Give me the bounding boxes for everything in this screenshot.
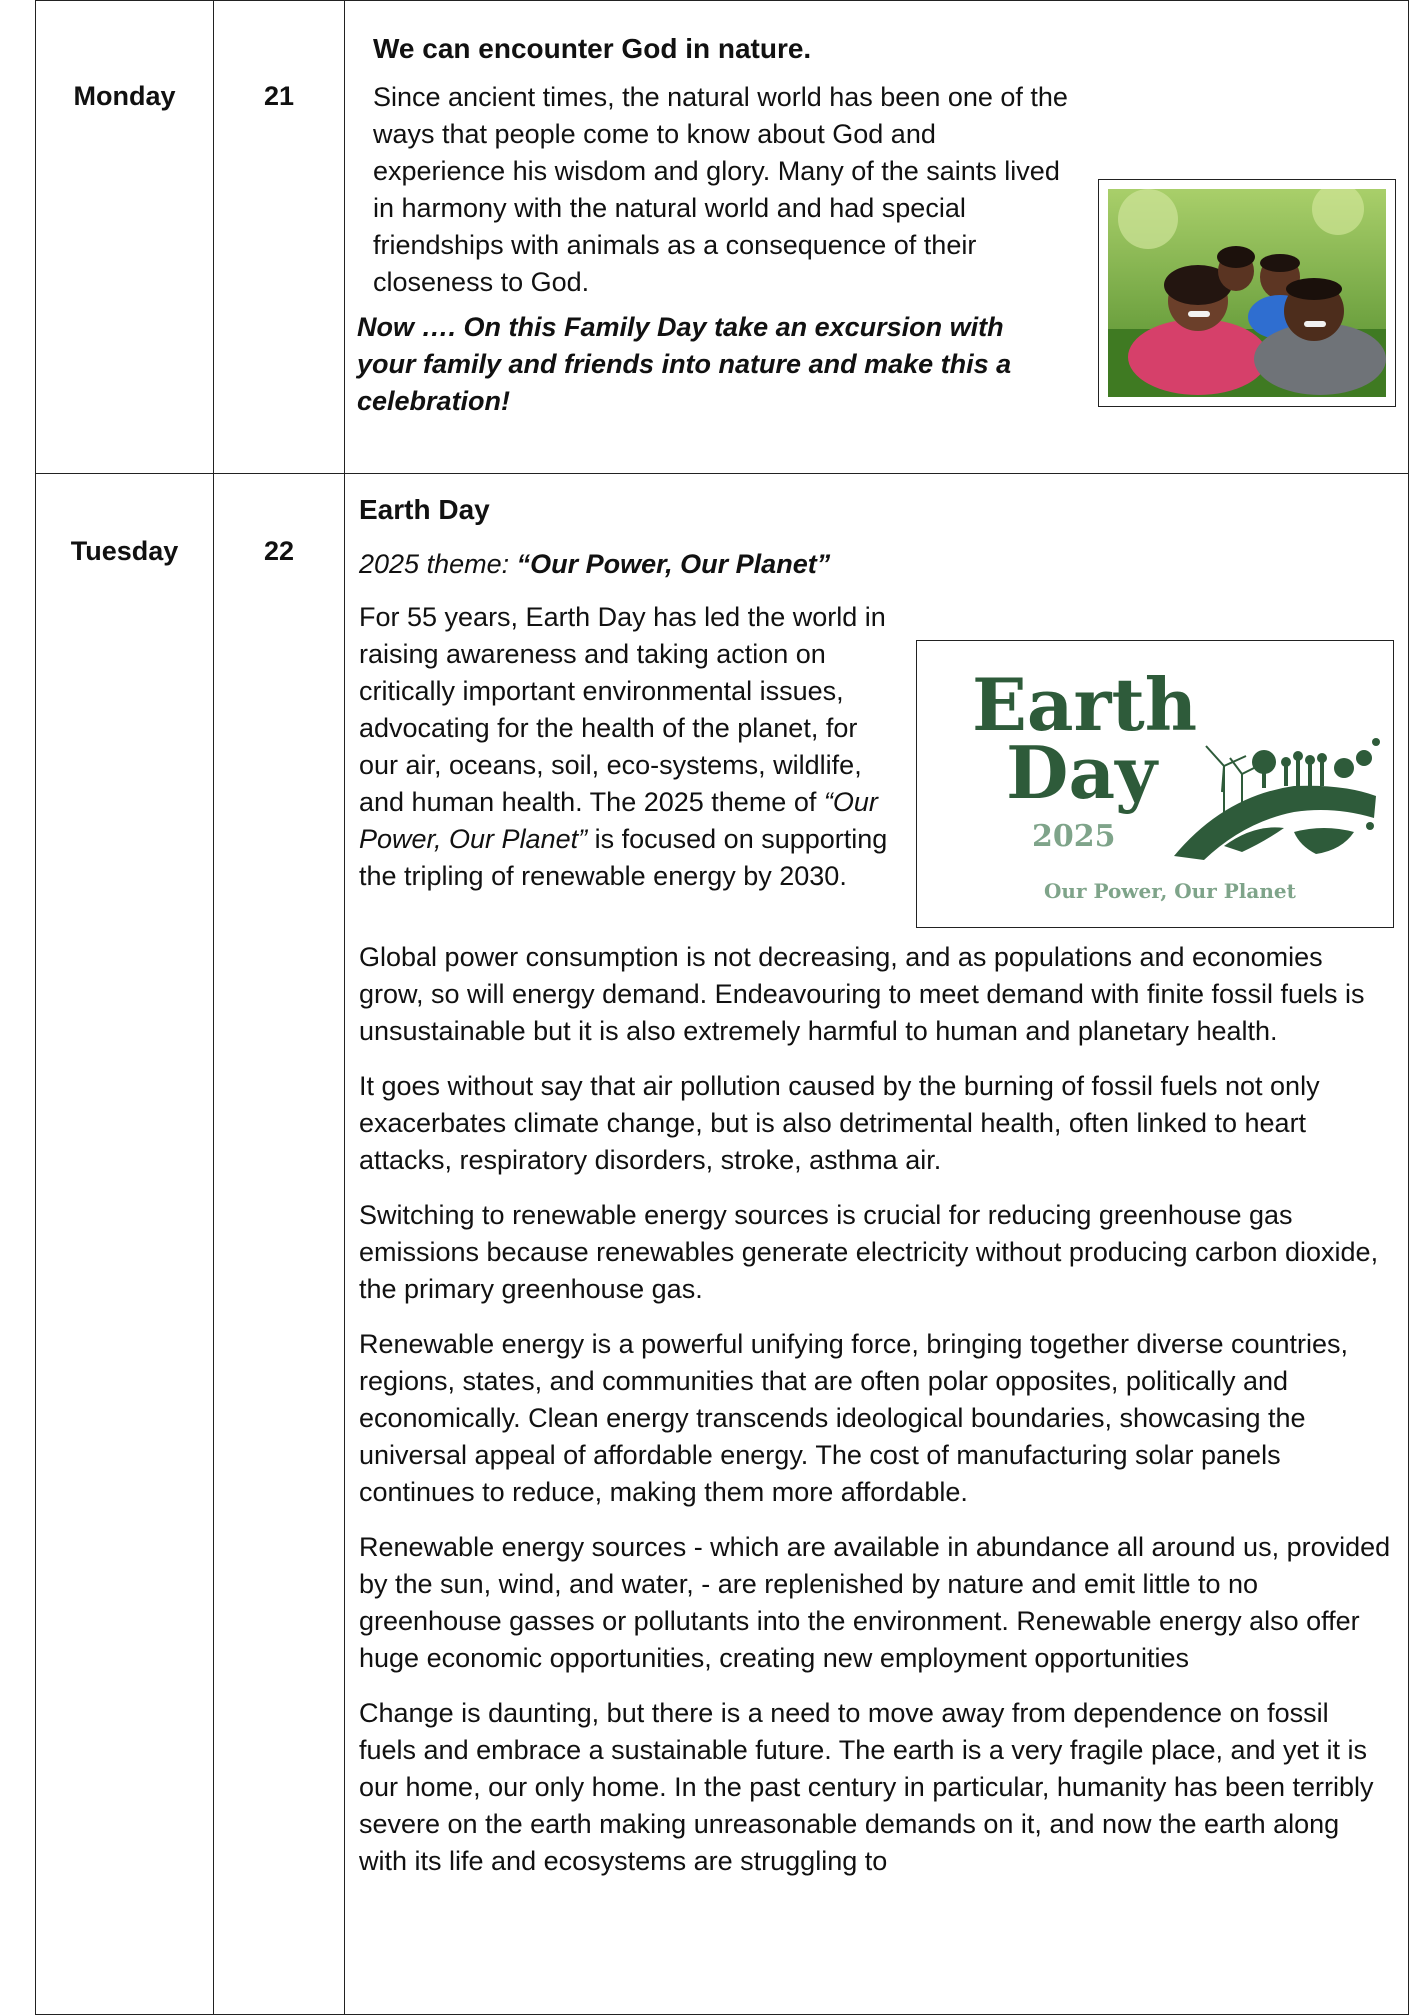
date-cell — [214, 474, 345, 2015]
table-row — [36, 474, 1409, 2015]
family-photo-frame — [1098, 179, 1396, 407]
para-italic: “Our Power, Our Planet” — [359, 787, 878, 854]
para-text: Since ancient times, the natural world has been one of the ways that people come to know about God and experience his wisdom and glory. Many of the saints lived in harmony with the natural world and had special friendships with animals as a consequence of their closeness to God. — [373, 82, 1068, 297]
family-photo — [1108, 189, 1386, 397]
entry-paragraph: It goes without say that air pollution caused by the burning of fossil fuels not only exacerbates climate change, but is also detrimental health, often linked to heart attacks, respiratory disorders, stroke, asthma air. — [359, 1071, 1320, 1175]
day-name: Tuesday — [70, 536, 179, 566]
para-text: is focused on supporting the tripling of renewable energy by 2030. — [359, 824, 888, 891]
theme-line — [359, 546, 1392, 583]
logo-year: 2025 — [1032, 819, 1116, 854]
entry-paragraph: Renewable energy is a powerful unifying force, bringing together diverse countries, regions, states, and communities that are often polar opposites, politically and economically. Clean energy transcends ideological boundaries, showcasing the universal appeal of affordable energy. The cost of manufacturing solar panels continues to reduce, making them more affordable. — [359, 1329, 1349, 1507]
entry-paragraph: Change is daunting, but there is a need to move away from dependence on fossil fuels and embrace a sustainable future. The earth is a very fragile place, and yet it is our home, our only home. In the past century in particular, humanity has been terribly severe on the earth making unreasonable demands on it, and now the earth along with its life and ecosystems are struggling to — [359, 1698, 1374, 1876]
date-number: 21 — [263, 81, 295, 111]
earth-day-logo-frame — [916, 640, 1394, 928]
day-name: Monday — [73, 81, 176, 111]
logo-line2: Day — [1006, 730, 1157, 815]
entry-title: Earth Day — [359, 494, 490, 525]
entry-paragraph: Global power consumption is not decreasing, and as populations and economies grow, so will energy demand. Endeavouring to meet demand with finite fossil fuels is unsustainable but it is also extremely harmful to human and planetary health. — [359, 942, 1365, 1046]
date-cell — [214, 1, 345, 474]
theme-prefix: 2025 theme: — [359, 549, 517, 579]
content-cell — [345, 474, 1409, 2015]
calendar-page — [35, 0, 1408, 2004]
entry-paragraph: Switching to renewable energy sources is crucial for reducing greenhouse gas emissions because renewables generate electricity without producing carbon dioxide, the primary greenhouse gas. — [359, 1200, 1379, 1304]
earth-day-logo — [924, 646, 1386, 922]
entry-paragraph: Renewable energy sources - which are available in abundance all around us, provided by the sun, wind, and water, - are replenished by nature and emit little to no greenhouse gasses or pollutants into the environment. Renewable energy also offer huge economic opportunities, creating new employment opportunities — [359, 1532, 1391, 1673]
logo-tagline: Our Power, Our Planet — [1044, 879, 1296, 903]
calendar-table — [35, 0, 1409, 2015]
day-cell — [36, 474, 214, 2015]
call-to-action: Now …. On this Family Day take an excursion with your family and friends into nature and make this a celebration! — [357, 312, 1012, 416]
logo-line1: Earth — [972, 662, 1198, 747]
day-cell — [36, 1, 214, 474]
table-row — [36, 1, 1409, 474]
content-cell — [345, 1, 1409, 474]
entry-title: We can encounter God in nature. — [373, 33, 812, 64]
theme-quote: “Our Power, Our Planet” — [516, 549, 831, 579]
para-text: For 55 years, Earth Day has led the world in raising awareness and taking action on critically important environmental issues, advocating for the health of the planet, for our air, oceans, soil, eco-systems, wildlife, and human health. The 2025 theme of — [359, 602, 886, 817]
date-number: 22 — [263, 536, 295, 566]
